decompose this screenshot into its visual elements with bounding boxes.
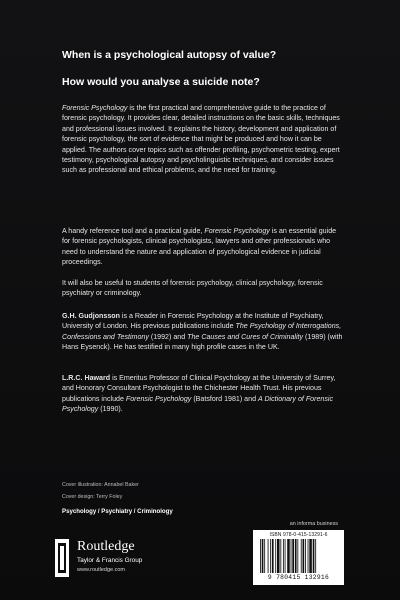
reference-text-after: is an essential guide for forensic psychologists, clinical psychologists, lawyers and other professionals who need to understand the nature and application of psychological evidence in judicial proceedings. [62, 227, 337, 267]
publisher-name: Routledge [77, 539, 135, 554]
book-title-italic: The Causes and Cures of Criminality [187, 332, 304, 341]
book-title-italic: Forensic Psychology [204, 227, 270, 235]
routledge-mark-icon [55, 539, 69, 577]
isbn-label: ISBN 978-0-415-13291-6 [269, 532, 328, 538]
description-text: is the first practical and comprehensive guide to the practice of forensic psychology. It provides clear, detailed instructions on the basic skills, techniques and professional issues involved. It explains the history, development and application of forensic psychology, the sort of evidence that might be produced and how it can be applied. The authors cover topics such as offender profiling, psychometric testing, expert testimony, psychological autopsy and psycholinguistic techniques, and consider issues such as professional and ethical problems, and the need for training. [62, 104, 340, 175]
barcode-icon [260, 539, 337, 573]
description-paragraph [62, 103, 344, 176]
book-title-italic: Forensic Psychology [125, 394, 192, 403]
book-title-italic: A Dictionary of Forensic Psychology [62, 394, 334, 414]
bio-text: (1992) and [148, 332, 188, 341]
publisher-url: www.routledge.com [77, 567, 125, 573]
author-name: G.H. Gudjonsson [62, 312, 120, 320]
audience-paragraph: It will also be useful to students of forensic psychology, clinical psychology, forensic psychiatry or criminology. [62, 279, 323, 298]
question-suicide-note: How would you analyse a suicide note? [62, 76, 260, 88]
author-bio-haward [62, 373, 344, 415]
reference-paragraph [62, 226, 344, 268]
cover-illustration-credit: Cover illustration: Annabel Baker [62, 482, 139, 488]
book-title-italic: The Psychology of Interrogations, Confessions and Testimony [62, 322, 342, 341]
bio-text: (Batsford 1981) and [191, 394, 258, 403]
bio-text: (1989) (with Hans Eysenck). He has testified in many high profile cases in the UK. [62, 332, 343, 352]
question-psychological-autopsy: When is a psychological autopsy of value? [62, 49, 277, 61]
book-title-italic: Forensic Psychology [62, 104, 128, 112]
subject-categories: Psychology / Psychiatry / Criminology [62, 508, 173, 515]
publisher-logo [55, 534, 235, 582]
isbn-barcode [253, 530, 344, 585]
reference-text-before: A handy reference tool and a practical guide, [62, 227, 205, 235]
bio-text: is a Reader in Forensic Psychology at the Institute of Psychiatry, University of London. His previous publications include [62, 312, 324, 331]
cover-design-credit: Cover design: Terry Foley [62, 494, 123, 500]
author-name: L.R.C. Haward [62, 374, 111, 382]
informa-business-label: an informa business [289, 521, 338, 527]
publisher-group: Taylor & Francis Group [77, 557, 143, 564]
bio-text: (1990). [98, 405, 123, 414]
bio-text: is Emeritus Professor of Clinical Psychology at the University of Surrey, and Honorary Consultant Psychologist to the Chichester Health Trust. His previous publications include [62, 374, 336, 403]
barcode-digits: 9 780415 132916 [267, 574, 330, 581]
author-bio-gudjonsson [62, 311, 344, 353]
